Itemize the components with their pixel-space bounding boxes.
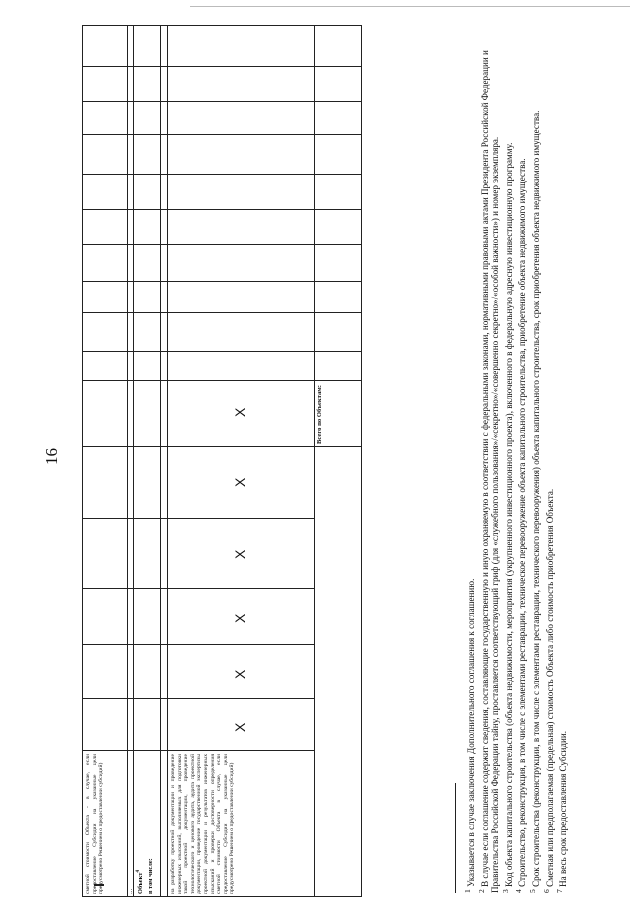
- total-label: Всего по Объектам:: [316, 385, 323, 444]
- cross-mark: X: [232, 477, 248, 487]
- footnote-text: Указывается в случае заключения Дополнительного соглашения к соглашению.: [466, 578, 477, 887]
- row-detail-text: на разработку проектной документации и проведение инженерных изысканий, выполняемых для подготовки такой проектной документации, проведение технологического и ценового аудита, аудита проектной документации, проведение государственной экспертизы проектной документации и результатов инженерных изысканий и проверки достоверности определения сметной стоимости Объекта в случае, если предоставление Субсидии на указанные цели предусмотрено Решением о предоставлении субсидий): [170, 754, 236, 894]
- footnote-number: 7: [555, 889, 565, 893]
- table-hline: [361, 25, 362, 897]
- subsidy-objects-table: [82, 25, 362, 897]
- footnote-number: 3: [500, 889, 510, 893]
- footnotes: [455, 13, 569, 893]
- table-vline: [82, 351, 362, 352]
- table-vline: [82, 380, 362, 381]
- cross-mark: X: [232, 549, 248, 559]
- footnote: [477, 13, 501, 893]
- cross-mark: X: [232, 407, 248, 417]
- row-ellipsis: ...: [126, 888, 134, 894]
- table-vline: [82, 174, 362, 175]
- footnote: [514, 13, 528, 893]
- table-hline: [314, 25, 315, 897]
- table-vline: [82, 281, 362, 282]
- row-including-label: в том числе:: [147, 858, 154, 894]
- footnote-text: Срок строительства (реконструкции, в том числе с элементами реставрации, технического перевооружения) объекта капитального строительства, срок приобретения объекта недвижимого имущества.: [531, 110, 542, 887]
- object-footnote-ref: 4: [135, 869, 141, 873]
- table-vline: [82, 588, 314, 589]
- footnote-number: 1: [463, 889, 472, 893]
- table-vline: [82, 134, 362, 135]
- cross-mark: X: [232, 613, 248, 623]
- table-hline: [82, 25, 83, 897]
- cross-mark: X: [232, 722, 248, 732]
- table-vline: [82, 750, 314, 751]
- table-vline: [82, 244, 362, 245]
- footnote: [528, 13, 542, 893]
- footnote: [501, 13, 515, 893]
- footnote-text: На весь срок предоставления Субсидии.: [558, 731, 569, 887]
- object-label-text: Объект: [137, 872, 145, 894]
- table-vline: [82, 644, 314, 645]
- footnote: [463, 13, 477, 893]
- table-vline: [82, 896, 362, 897]
- table-hline: [167, 25, 168, 897]
- row-object-label: [135, 754, 145, 894]
- table-hline: [160, 25, 161, 897]
- footnote-number: 4: [514, 889, 524, 893]
- footnote-number: 5: [528, 889, 538, 893]
- table-vline: [82, 101, 362, 102]
- row-continued-text: сметной стоимости Объекта - в случае, если предоставление Субсидии на указанные цели предусмотрено Решением о предоставлении субсидий): [85, 754, 105, 894]
- footnote-text: Код объекта капитального строительства (объекта недвижимости, мероприятия (укрупненного инвестиционного проекта), включенного в федеральную адресную инвестиционную программу.: [503, 142, 514, 887]
- table-vline: [82, 209, 362, 210]
- footnote-number: 6: [541, 889, 551, 893]
- footnote-text: Сметная или предполагаемая (предельная) стоимость Объекта либо стоимость приобретения Объекта.: [544, 488, 555, 887]
- table-vline: [82, 698, 314, 699]
- table-vline: [82, 312, 362, 313]
- table-vline: [82, 446, 362, 447]
- page-number: 16: [42, 448, 61, 465]
- footnote-text: В случае если соглашение содержит сведения, составляющие государственную и иную охраняемую в соответствии с федеральными законами, нормативными правовыми актами Президента Российской Федерации и Правительства Российской Федерации тайну, проставляется соответствующий гриф (для «служебного пользования»/«секретно»/«совершенно секретно»/«особой важности») и номер экземпляра.: [479, 50, 501, 893]
- footnote-separator: [455, 783, 456, 893]
- table-vline: [82, 518, 314, 519]
- cross-mark: X: [232, 669, 248, 679]
- footnote: [555, 13, 569, 893]
- footnote: [542, 13, 556, 893]
- table-vline: [82, 25, 362, 26]
- footnote-number: 2: [476, 889, 486, 893]
- table-vline: [82, 66, 362, 67]
- footnote-text: Строительство, реконструкция, в том числе с элементами реставрации, техническое перевооружение объекта капитального строительства, приобретение объекта недвижимого имущества.: [517, 158, 528, 887]
